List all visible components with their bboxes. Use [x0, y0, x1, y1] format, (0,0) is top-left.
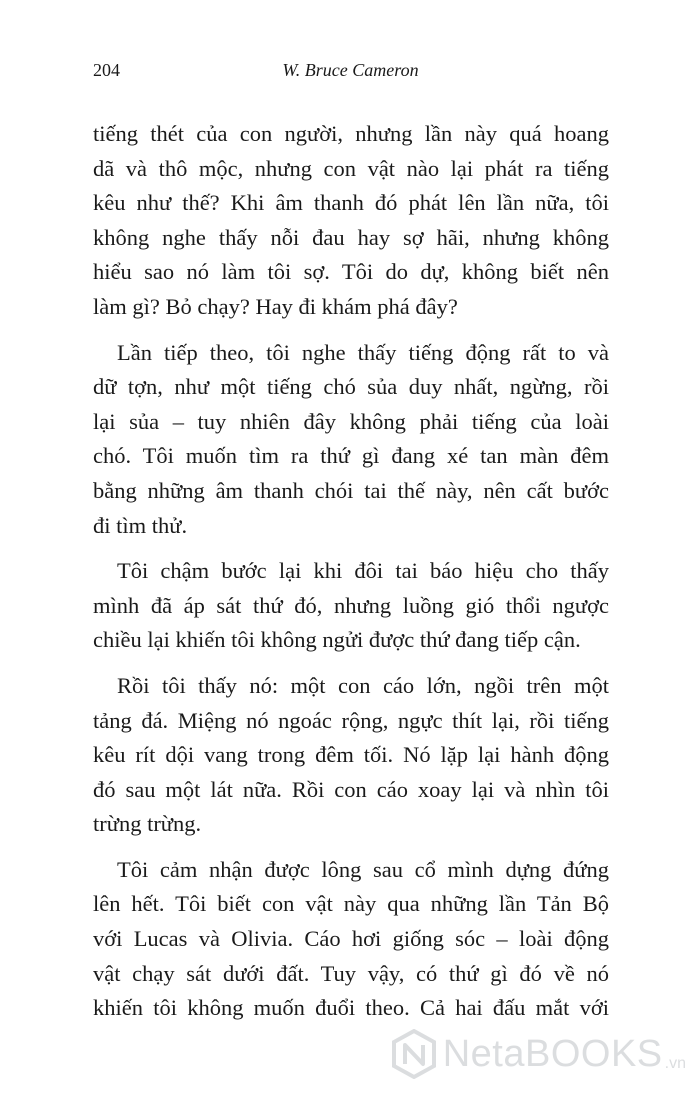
text-line: hiểu sao nó làm tôi sợ. Tôi do dự, không biết nên [93, 259, 609, 285]
text-line: Tôi chậm bước lại khi đôi tai báo hiệu cho thấy [117, 558, 609, 584]
text-line: lên hết. Tôi biết con vật này qua những lần Tản Bộ [93, 891, 609, 917]
watermark-domain: .vn [664, 1055, 686, 1072]
text-line: dữ tợn, như một tiếng chó sủa duy nhất, ngừng, rồi [93, 374, 609, 400]
text-line: trừng trừng. [93, 811, 202, 837]
body-text [93, 117, 609, 1037]
text-line: đó sau một lát nữa. Rồi con cáo xoay lại và nhìn tôi [93, 776, 609, 802]
text-line: lại sủa – tuy nhiên đây không phải tiếng của loài [93, 408, 609, 434]
running-head [93, 60, 608, 90]
text-line: làm gì? Bỏ chạy? Hay đi khám phá đây? [93, 293, 458, 319]
text-line: kêu rít dội vang trong đêm tối. Nó lặp lại hành động [93, 742, 609, 768]
text-line: Tôi cảm nhận được lông sau cổ mình dựng đứng [117, 856, 609, 882]
text-line: tảng đá. Miệng nó ngoác rộng, ngực thít lại, rồi tiếng [93, 707, 609, 733]
text-line: khiến tôi không muốn đuổi theo. Cả hai đấu mắt với [93, 995, 609, 1021]
paragraph-4 [93, 669, 609, 842]
paragraph-2 [93, 336, 609, 544]
page-number: 204 [93, 60, 120, 80]
paragraph-3 [93, 554, 609, 658]
text-line: mình đã áp sát thứ đó, nhưng luồng gió thổi ngược [93, 592, 609, 618]
text-line: không nghe thấy nỗi đau hay sợ hãi, nhưng không [93, 224, 609, 250]
paragraph-1 [93, 117, 609, 325]
text-line: bằng những âm thanh chói tai thế này, nên cất bước [93, 477, 609, 503]
netabooks-watermark [391, 1027, 686, 1081]
text-line: dã và thô mộc, nhưng con vật nào lại phát ra tiếng [93, 155, 609, 181]
text-line: chiều lại khiến tôi không ngửi được thứ đang tiếp cận. [93, 627, 581, 653]
author-name: W. Bruce Cameron [282, 60, 419, 80]
text-line: Rồi tôi thấy nó: một con cáo lớn, ngồi trên một [117, 672, 609, 698]
text-line: chó. Tôi muốn tìm ra thứ gì đang xé tan màn đêm [93, 443, 609, 469]
text-line: đi tìm thử. [93, 512, 188, 538]
text-line: với Lucas và Olivia. Cáo hơi giống sóc – loài động [93, 926, 609, 952]
text-line: Lần tiếp theo, tôi nghe thấy tiếng động rất to và [117, 339, 609, 365]
paragraph-5 [93, 853, 609, 1026]
text-line: tiếng thét của con người, nhưng lần này quá hoang [93, 121, 609, 146]
text-line: kêu như thế? Khi âm thanh đó phát lên lần nữa, tôi [93, 190, 609, 216]
neta-logo-icon [391, 1029, 437, 1079]
text-line: vật chạy sát dưới đất. Tuy vậy, có thứ gì đó về nó [93, 960, 609, 986]
watermark-brand: NetaBOOKS [442, 1032, 663, 1075]
